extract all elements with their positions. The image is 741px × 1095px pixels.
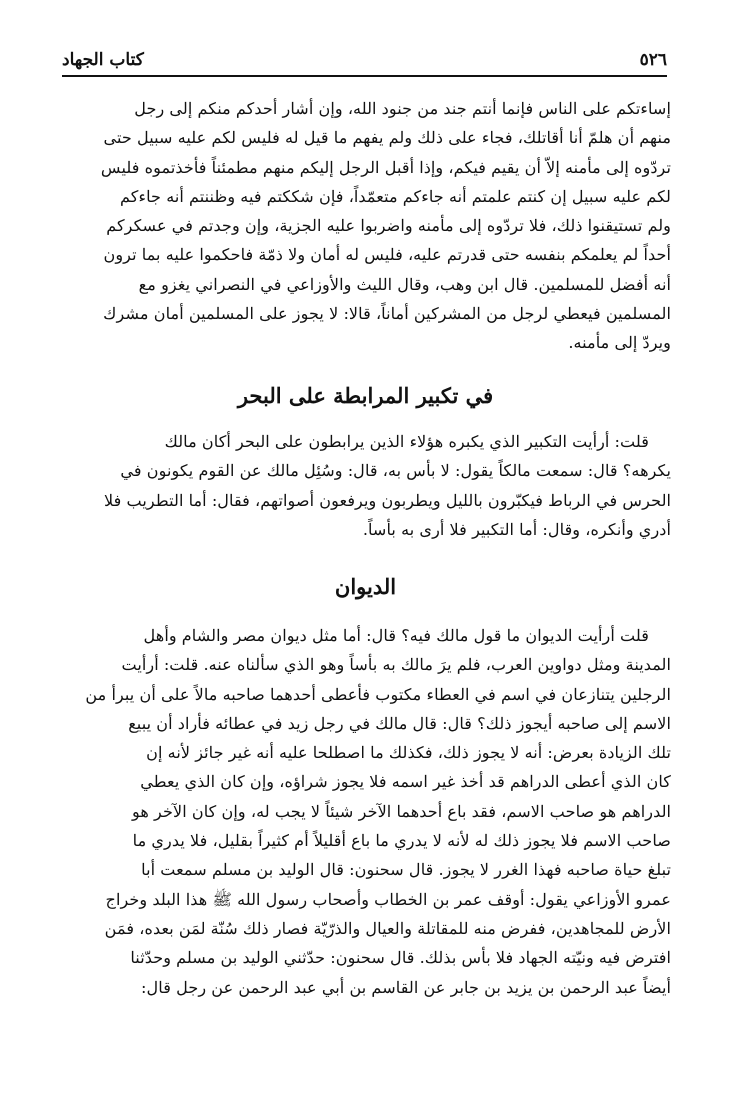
section-heading-diwan: الديوان [334, 574, 397, 599]
text-line: ولم تستيقنوا ذلك، فلا تردّوه إلى مأمنه واضربوا عليه الجزية، وإن وجدتم في عسكركم [106, 216, 671, 236]
text-line: افترض فيه ونيّته الجهاد فلا بأس بذلك. قال سحنون: حدّثني الوليد بن مسلم وحدّثنا [130, 948, 671, 968]
page-number: ٥٢٦ [639, 50, 667, 70]
text-line: إساءتكم على الناس فإنما أنتم جند من جنود الله، وإن أشار أحدكم منكم إلى رجل [134, 99, 671, 118]
section-heading-takbir: في تكبير المرابطة على البحر [237, 383, 494, 408]
text-line: عمرو الأوزاعي يقول: أوقف عمر بن الخطاب وأصحاب رسول الله ﷺ هذا البلد وخراج [105, 889, 671, 909]
text-block-diwan [60, 621, 671, 1002]
text-line: الدراهم هو صاحب الاسم، فقد باع أحدهما الآخر شيئاً لا يجب له، وإن كان الآخر هو [132, 801, 671, 821]
text-line: قلت: أرأيت التكبير الذي يكبره هؤلاء الذين يرابطون على البحر أكان مالك [164, 432, 649, 451]
text-line: الحرس في الرباط فيكبّرون بالليل ويطربون ويرفعون أصواتهم، فقال: أما التطريب فلا [103, 490, 671, 510]
text-block-takbir [60, 427, 671, 544]
text-line: صاحب الاسم فلا يجوز ذلك له لأنه لا يدري ما باع أقليلاً أم كثيراً بقليل، فلا يدري ما [132, 831, 671, 851]
text-line: الرجلين يتنازعان في اسم في العطاء مكتوب فأعطى أحدهما صاحبه مالاً على أن يبرأ من [85, 684, 671, 704]
text-line: الأرض للمجاهدين، ففرض منه للمقاتلة والعيال والذرّيّة فصار ذلك سُنّة لمَن بعده، فمَن [104, 918, 671, 938]
text-line: تبلغ حياة صاحبه فهذا الغرر لا يجوز. قال سحنون: قال الوليد بن مسلم سمعت أبا [141, 860, 671, 880]
page-header [62, 40, 667, 70]
text-line: المسلمين فيعطي لرجل من المشركين أماناً، قالا: لا يجوز على المسلمين أمان مشرك [103, 304, 671, 324]
text-block-opening [60, 94, 671, 358]
text-line: أدري وأنكره، وقال: أما التكبير فلا أرى به بأساً. [362, 519, 671, 539]
text-line: يكرهه؟ قال: سمعت مالكاً يقول: لا بأس به، قال: وسُئِل مالك عن القوم يكونون في [120, 461, 671, 481]
text-line: منهم أن هلمّ أنا أقاتلك، فجاء على ذلك ولم يفهم ما قيل له فليس لكم عليه سبيل حتى [103, 128, 671, 148]
text-line: لكم عليه سبيل إن كنتم علمتم أنه جاءكم متعمّداً، فإن شككتم فيه وظننتم أنه جاءكم [120, 186, 671, 206]
running-title: كتاب الجهاد [62, 50, 144, 70]
text-line: المدينة ومثل دواوين العرب، فلم يرَ مالك به بأساً وهو الذي سألناه عنه. قلت: أرأيت [121, 655, 671, 675]
text-line: كان الذي أعطى الدراهم قد أخذ غير اسمه فلا يجوز شراؤه، وإن كان الذي يعطي [140, 772, 671, 792]
text-line: ويردّ إلى مأمنه. [568, 333, 671, 353]
text-line: أيضاً عبد الرحمن بن يزيد بن جابر عن القاسم بن أبي عبد الرحمن عن رجل قال: [141, 977, 671, 997]
text-line: قلت أرأيت الديوان ما قول مالك فيه؟ قال: أما مثل ديوان مصر والشام وأهل [143, 626, 649, 645]
text-line: الاسم إلى صاحبه أيجوز ذلك؟ قال: قال مالك في رجل زيد في عطائه فأراد أن يبيع [128, 713, 671, 733]
text-line: أحداً لم يعلمكم بنفسه حتى قدرتم عليه، فليس له أمان ولا ذمّة فاحكموا عليه بما ترون [103, 245, 671, 265]
header-divider [62, 75, 667, 77]
text-line: تلك الزيادة بعرض: أنه لا يجوز ذلك، فكذلك ما اصطلحا عليه أنه غير جائز لأنه إن [146, 743, 671, 763]
text-line: أنه أفضل للمسلمين. قال ابن وهب، وقال الليث والأوزاعي في النصراني يغزو مع [138, 274, 671, 294]
text-line: تردّوه إلى مأمنه إلاّ أن يقيم فيكم، وإذا أقبل الرجل إليكم منهم مطمئناً فأخذتموه فليس [100, 157, 671, 177]
